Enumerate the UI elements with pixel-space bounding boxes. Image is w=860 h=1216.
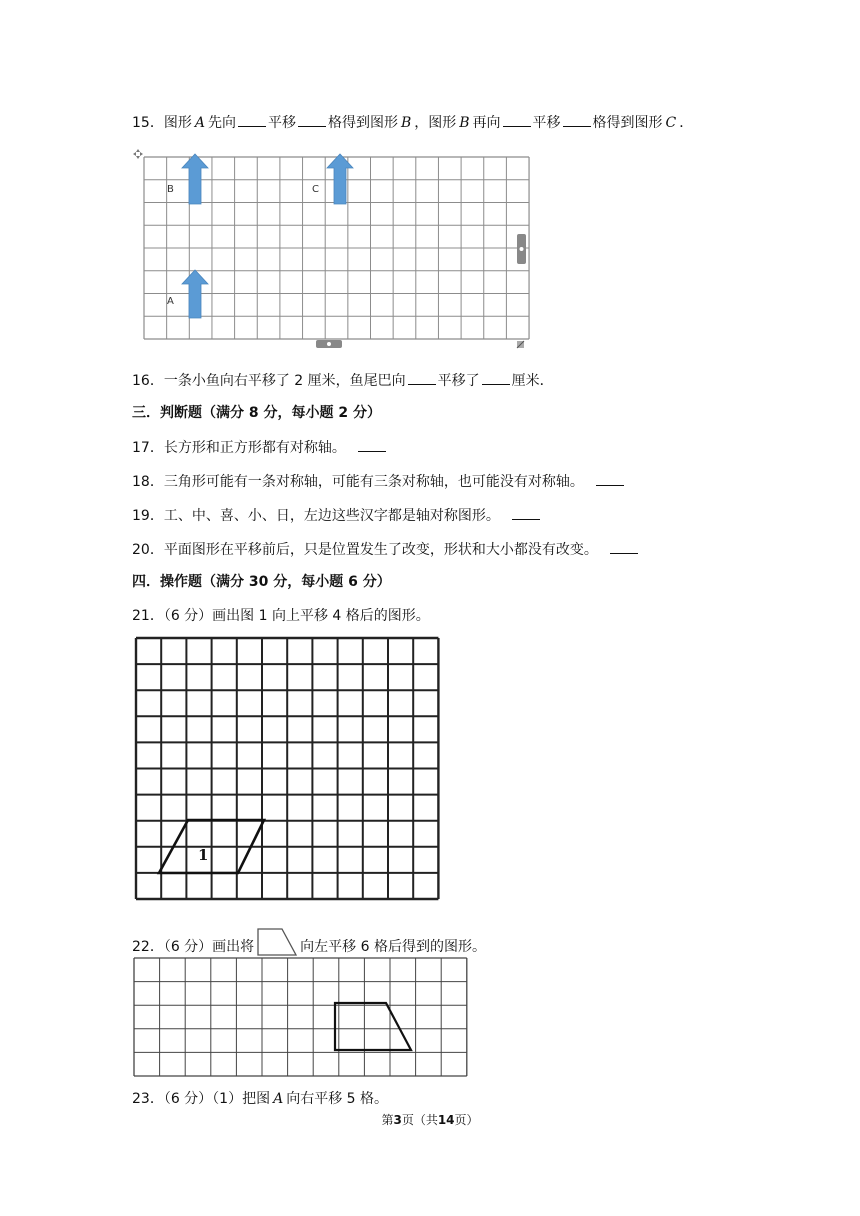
- translation-grid-q15: [130, 146, 530, 356]
- answer-blank[interactable]: [482, 371, 510, 385]
- q22-text: 22．（6 分）画出将 向左平移 6 格后得到的图形。: [132, 927, 486, 957]
- trapezoid-icon: [256, 927, 298, 957]
- q21-text: 21．（6 分）画出图 1 向上平移 4 格后的图形。: [132, 608, 430, 624]
- page-footer: 第3页（共14页）: [381, 1113, 479, 1127]
- q16-text: 16．一条小鱼向右平移了 2 厘米，鱼尾巴向 平移了 厘米．: [132, 373, 554, 389]
- answer-blank[interactable]: [238, 113, 266, 127]
- resize-handle-bottom-icon: [316, 340, 342, 348]
- answer-blank[interactable]: [610, 540, 638, 554]
- q17-text: 17．长方形和正方形都有对称轴。: [132, 438, 386, 457]
- move-handle-icon: [133, 149, 143, 159]
- q18-text: 18．三角形可能有一条对称轴，可能有三条对称轴，也可能没有对称轴。: [132, 472, 624, 491]
- trapezoid-shape: [335, 1003, 411, 1050]
- label-b: B: [167, 184, 174, 195]
- grid-lines: [134, 958, 467, 1076]
- shape-label: 1: [198, 846, 209, 864]
- label-c: C: [312, 184, 319, 195]
- answer-blank[interactable]: [358, 438, 386, 452]
- q20-text: 20．平面图形在平移前后，只是位置发生了改变，形状和大小都没有改变。: [132, 540, 638, 559]
- translation-grid-q22: [132, 956, 468, 1078]
- resize-handle-right-icon: [517, 234, 526, 264]
- q23-text: 23．（6 分）（1）把图 A 向右平移 5 格。: [132, 1091, 389, 1107]
- section-3-title: 三．判断题（满分 8 分，每小题 2 分）: [132, 405, 381, 421]
- q19-text: 19．工、中、喜、小、日，左边这些汉字都是轴对称图形。: [132, 506, 540, 525]
- q15-text: 15．图形 A 先向 平移 格得到图形 B ，图形 B 再向 平移 格得到图形 C ．: [132, 115, 694, 131]
- page-number: 3: [393, 1113, 402, 1127]
- answer-blank[interactable]: [298, 113, 326, 127]
- corner-handle-icon: [517, 341, 524, 348]
- label-a: A: [167, 296, 174, 307]
- answer-blank[interactable]: [563, 113, 591, 127]
- answer-blank[interactable]: [503, 113, 531, 127]
- answer-blank[interactable]: [512, 506, 540, 520]
- page-total: 14: [437, 1113, 455, 1127]
- section-4-title: 四．操作题（满分 30 分，每小题 6 分）: [132, 574, 391, 590]
- arrow-c-shape: [327, 154, 353, 204]
- translation-grid-q21: [134, 636, 440, 902]
- arrow-b-shape: [182, 154, 208, 204]
- answer-blank[interactable]: [408, 371, 436, 385]
- grid-lines: [136, 638, 438, 899]
- answer-blank[interactable]: [596, 472, 624, 486]
